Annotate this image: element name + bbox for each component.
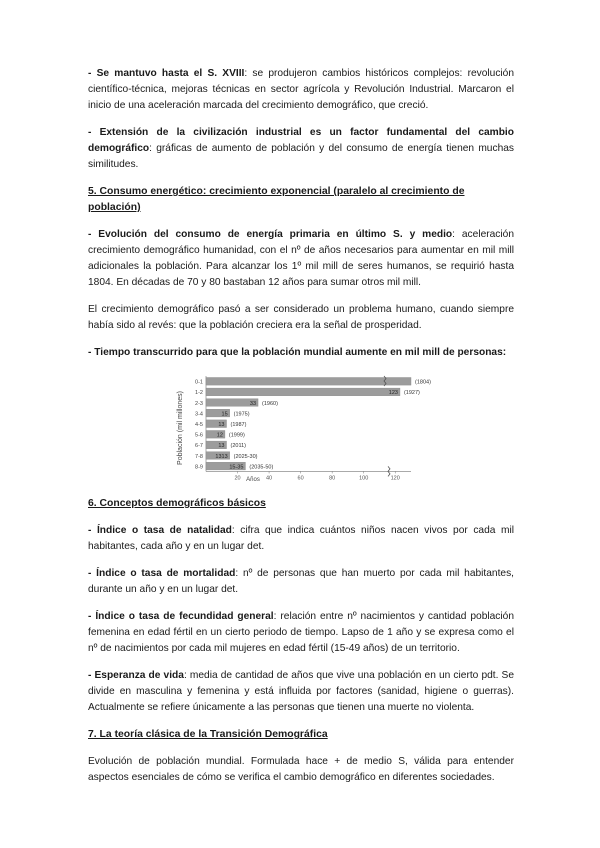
chart-category-label: 8-9 <box>195 464 203 471</box>
term-lead: - Se mantuvo hasta el S. XVIII <box>88 68 245 79</box>
chart-annotation: (1927) <box>403 390 420 397</box>
chart-bar-label: 13 <box>218 422 225 428</box>
paragraph-life-expectancy <box>88 668 514 716</box>
chart-ylabel: Población (mil millones) <box>177 391 184 465</box>
paragraph-natality <box>88 523 514 555</box>
document-page <box>88 66 514 797</box>
population-chart-svg <box>88 372 514 484</box>
term-lead: - Índice o tasa de mortalidad <box>88 568 236 579</box>
term-lead: - Índice o tasa de natalidad <box>88 525 232 536</box>
paragraph-text: : media de cantidad de años que vive una población en un cierto pdt. Se divide en masculina y femenina y está influida por factores (sanidad, higiene o guerras). Actualmente se refiere únicamente a las personas que tienen una muerte no violenta. <box>88 670 515 713</box>
paragraph-industrial-civilization <box>88 125 514 173</box>
chart-x-tick-label: 80 <box>329 475 336 482</box>
chart-category-label: 0-1 <box>195 379 203 386</box>
term-lead: - Extensión de la civilización industrial es un factor fundamental del cambio demográfico <box>88 127 514 154</box>
chart-x-tick-label: 40 <box>266 475 273 482</box>
chart-annotation: (1975) <box>233 411 250 418</box>
chart-bar <box>206 378 411 386</box>
paragraph-energy-consumption <box>88 227 514 291</box>
paragraph-text: : relación entre nº nacimientos y cantidad población femenina en edad fértil en un cierto periodo de tiempo. Lapso de 1 año y se expresa como el nº de nacimientos por cada mil mujeres en edad fértil (15-49 años) de un territorio. <box>88 611 514 654</box>
chart-bar-label: 1313 <box>215 453 228 460</box>
paragraph-text: : cifra que indica cuántos niños nacen vivos por cada mil habitantes, cada año y en un lugar det. <box>88 525 514 552</box>
chart-x-tick-label: 120 <box>390 475 400 482</box>
chart-annotation: (1999) <box>228 432 245 439</box>
chart-bar-label: 15-35 <box>229 464 244 471</box>
chart-category-label: 3-4 <box>195 411 203 418</box>
paragraph-text: : gráficas de aumento de población y del consumo de energía tienen muchas similitudes. <box>88 143 514 170</box>
term-lead: - Índice o tasa de fecundidad general <box>88 611 274 622</box>
term-lead: - Esperanza de vida <box>88 670 184 681</box>
chart-category-label: 6-7 <box>195 443 203 450</box>
chart-category-label: 7-8 <box>195 453 203 460</box>
chart-category-label: 4-5 <box>195 422 203 428</box>
chart-annotation: (2011) <box>230 443 246 450</box>
chart-bar-label: 15 <box>221 411 228 418</box>
chart-annotation: (2035-50) <box>249 464 274 471</box>
chart-category-label: 5-6 <box>195 432 203 439</box>
paragraph-mortality <box>88 566 514 598</box>
paragraph-fertility <box>88 609 514 657</box>
paragraph-text: : aceleración crecimiento demográfico humanidad, con el nº de años necesarios para aumentar en mil mill adicionales la población. Para alcanzar los 1º mil mill de seres humanos, se requirió hasta 1804. En décadas de 70 y 80 bastaban 12 años para sumar otros mil mill. <box>88 229 514 288</box>
chart-xlabel: Años <box>246 477 260 483</box>
chart-bar <box>206 388 400 396</box>
chart-bar-label: 33 <box>249 400 257 407</box>
paragraph-chart-intro: - Tiempo transcurrido para que la población mundial aumente en mil mill de personas: <box>88 347 507 358</box>
chart-x-tick-label: 20 <box>234 475 241 482</box>
paragraph-text: : se produjeron cambios históricos complejos: revolución científico-técnica, mejoras técnicas en sector agrícola y Revolución Industrial. Marcaron el inicio de una aceleración marcada del crecimiento demográfico, que creció. <box>88 68 515 111</box>
heading-section-5: 5. Consumo energético: crecimiento exponencial (paralelo al crecimiento de población) <box>88 186 465 213</box>
chart-x-tick-label: 100 <box>359 475 369 482</box>
chart-bar-label: 13 <box>218 443 225 450</box>
paragraph-demographic-problem: El crecimiento demográfico pasó a ser considerado un problema humano, cuando siempre había sido al revés: que la población creciera era la señal de prosperidad. <box>88 304 514 331</box>
chart-annotation: (2025-30) <box>233 453 258 460</box>
chart-x-tick-label: 60 <box>297 475 304 482</box>
heading-section-6: 6. Conceptos demográficos básicos <box>88 498 266 509</box>
chart-category-label: 2-3 <box>195 400 203 407</box>
chart-bar-label: 123 <box>388 390 398 397</box>
chart-bar-label: 12 <box>216 432 223 439</box>
chart-annotation: (1804) <box>415 379 431 386</box>
paragraph-industrial-revolution <box>88 66 514 114</box>
chart-annotation: (1960) <box>262 400 278 407</box>
paragraph-text: : nº de personas que han muerto por cada mil habitantes, durante un año y en un lugar det. <box>88 568 514 595</box>
population-chart <box>88 372 514 484</box>
chart-annotation: (1987) <box>230 422 247 428</box>
term-lead: - Evolución del consumo de energía primaria en último S. y medio <box>88 229 453 240</box>
paragraph-transition-theory: Evolución de población mundial. Formulada hace + de medio S, válida para entender aspectos esenciales de cómo se verifica el cambio demográfico en diferentes sociedades. <box>88 756 514 783</box>
chart-category-label: 1-2 <box>195 390 203 397</box>
heading-section-7: 7. La teoría clásica de la Transición Demográfica <box>88 729 328 740</box>
